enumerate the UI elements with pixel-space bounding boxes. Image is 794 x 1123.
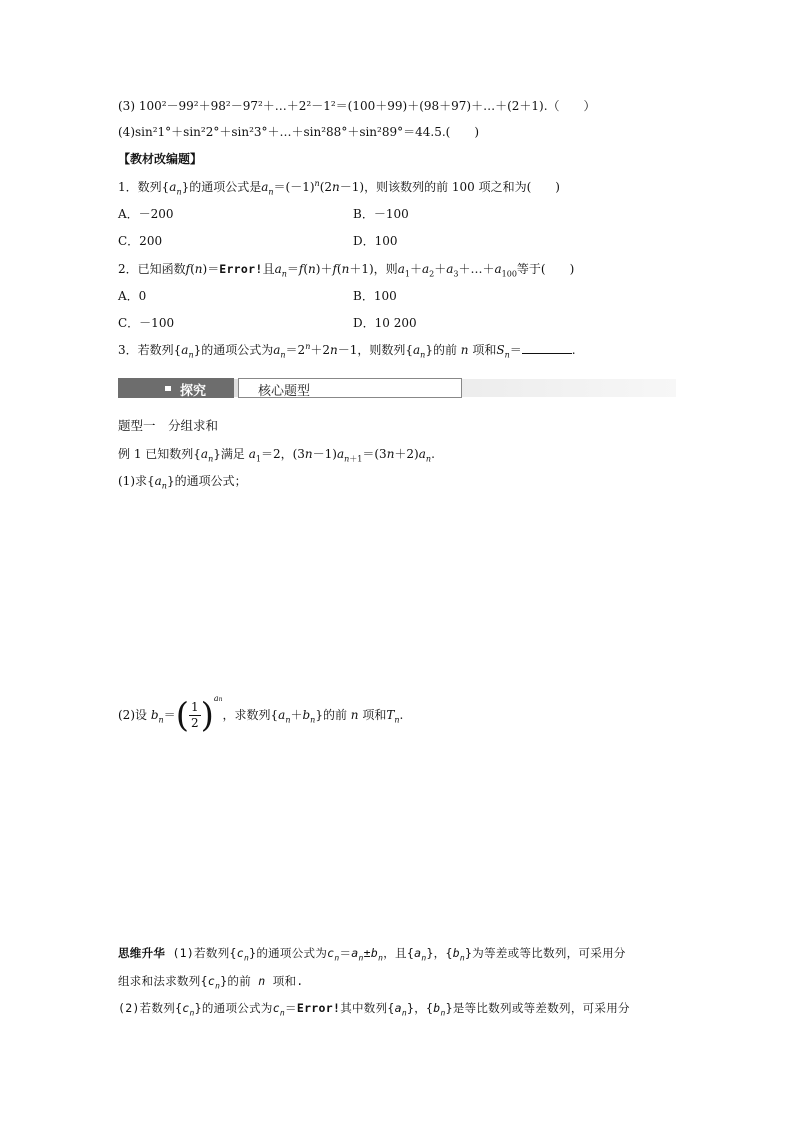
item-4: (4)sin²1°＋sin²2°＋sin²3°＋…＋sin²88°＋sin²89°＝44.5.( ) [118,125,480,139]
problem-1-option-a: A．－200 [118,207,174,221]
problem-1-option-d: D．100 [353,234,398,248]
thinking-line-1: 思维升华 (1)若数列$\{c_n\}$的通项公式为$c_n=a_n\pm b_n$，且$\{a_n\}$，$\{b_n\}$为等差或等比数列，可采用分 [118,946,626,963]
square-bullet-icon [165,386,171,391]
item-3: (3) 100²－99²＋98²－97²＋…＋2²－1²＝(100＋99)＋(98＋97)＋…＋(2＋1).（ ） [118,99,596,113]
topic-heading: 题型一 分组求和 [118,418,219,433]
problem-1-option-b: B．－100 [353,207,409,221]
problem-3-stem: 3．若数列$\{a_n\}$的通项公式为$a_n=2^n+2n-1$，则数列$\{a_n\}$的前 n 项和$S_n=$ . [118,342,576,360]
problem-2-option-b: B．100 [353,289,397,303]
section-label-explore: 探究 [180,384,207,399]
section-bar [118,377,676,399]
error-placeholder: Error! [219,262,263,276]
problem-1-option-c: C．200 [118,234,163,248]
example-1-part-1: (1)求$\{a_n\}$的通项公式； [118,474,247,491]
problem-2-option-c: C．－100 [118,316,175,330]
example-1-part-2: (2)设 $b_n=$( $\frac{1}{2}$ )$^{an}$，求数列$\{a_n+b_n\}$的前 n 项和$T_n$. [118,694,404,736]
section-label-core: 核心题型 [258,384,311,399]
thinking-line-2: 组求和法求数列$\{c_n\}$的前 n 项和. [118,974,304,991]
thinking-line-3: (2)若数列$\{c_n\}$的通项公式为$c_n=Error$!其中数列$\{a_n\}$，$\{b_n\}$是等比数列或等差数列，可采用分 [118,1001,630,1018]
problem-2-stem: 2．已知函数f(n)＝Error!且$a_n=f(n)+f(n+1)$，则$a_1+a_2+a_3+\dots+a_{100}$等于( ) [118,262,575,279]
answer-blank[interactable] [522,342,572,354]
example-1-stem: 例 1 已知数列$\{a_n\}$满足 $a_1=2$，$(3n-1)a_{n+1}=(3n+2)a_n$. [118,447,435,464]
problem-2-option-a: A．0 [118,289,147,303]
error-placeholder: Error! [296,1001,341,1015]
problem-2-option-d: D．10 200 [353,316,417,330]
problem-1-stem: 1．数列$\{a_n\}$的通项公式是$a_n=(-1)^n(2n-1)$，则该数列的前 100 项之和为( ) [118,179,560,197]
textbook-header: 【教材改编题】 [118,152,203,166]
one-half-fraction: $\frac{1}{2}$ [190,700,199,730]
